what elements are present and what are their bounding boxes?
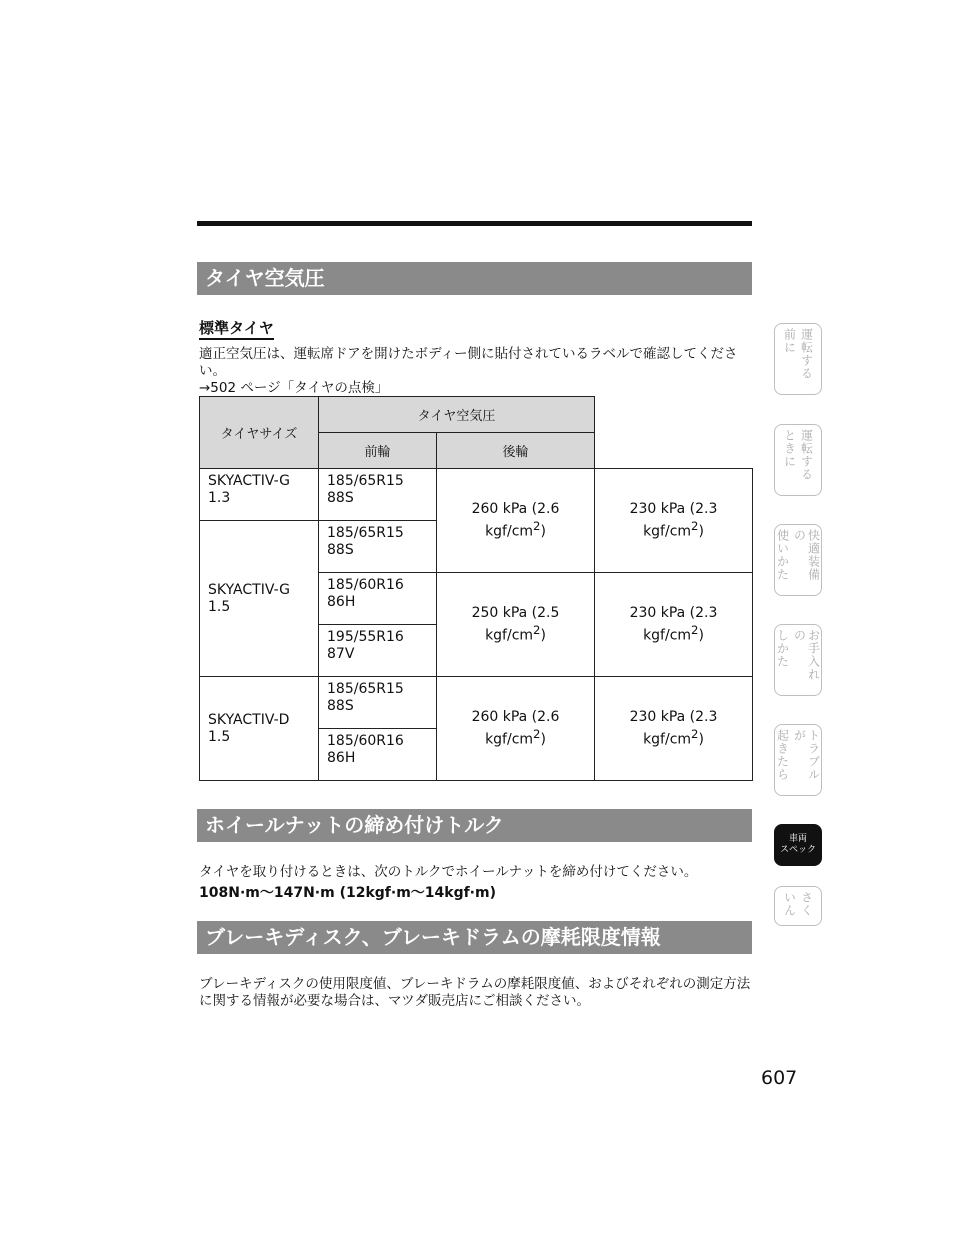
tab-label: しかた	[775, 629, 790, 668]
rear-pressure-cell: 230 kPa (2.3 kgf/$cm^2$)	[595, 469, 753, 573]
tab-label: いん	[782, 891, 797, 917]
front-pressure-cell: 260 kPa (2.6 kgf/$cm^2$)	[437, 469, 595, 573]
body-line: い。	[199, 363, 226, 379]
tire-size-cell: 185/65R15 88S	[319, 469, 437, 521]
rear-pressure-cell: 230 kPa (2.3 kgf/$cm^2$)	[595, 573, 753, 677]
tab-label: 車両	[788, 834, 807, 844]
body-line: ブレーキディスクの使用限度値、ブレーキドラムの摩耗限度値、およびそれぞれの測定方法	[199, 976, 751, 992]
tab-label: 使いかた	[775, 529, 790, 581]
tire-pressure-table	[199, 396, 753, 781]
tab-label: スペック	[779, 845, 816, 855]
standard-tire-paragraph	[199, 346, 752, 397]
tab-label: 運転する	[799, 429, 814, 481]
torque-value: 108N·m〜147N·m (12kgf·m〜14kgf·m)	[199, 885, 496, 901]
tab-label: トラブルが	[792, 729, 821, 781]
tab-label: お手入れの	[792, 629, 821, 681]
header-rear-wheel: 後輪	[437, 433, 595, 469]
tab-label: 運転する	[799, 328, 814, 380]
side-tab-specifications[interactable]	[774, 824, 822, 866]
tab-label: 起きたら	[775, 729, 790, 781]
top-rule	[197, 221, 752, 226]
tab-label: 快適装備の	[792, 529, 821, 581]
tire-size-cell: 195/55R16 87V	[319, 625, 437, 677]
header-front-wheel: 前輪	[319, 433, 437, 469]
tire-size-cell: 185/65R15 88S	[319, 521, 437, 573]
body-line: に関する情報が必要な場合は、マツダ販売店にご相談ください。	[199, 993, 590, 1009]
tire-size-cell: 185/60R16 86H	[319, 729, 437, 781]
side-tab-comfort-features[interactable]	[774, 524, 822, 596]
engine-cell: SKYACTIV-G 1.3	[200, 469, 319, 521]
tab-label: ときに	[782, 429, 797, 468]
tab-label: さく	[799, 891, 814, 917]
side-tab-while-driving[interactable]	[774, 424, 822, 496]
side-tab-index[interactable]	[774, 886, 822, 926]
tab-label: 前に	[782, 328, 797, 354]
body-line: 適正空気圧は、運転席ドアを開けたボディー側に貼付されているラベルで確認してくださ	[199, 346, 738, 362]
engine-cell: SKYACTIV-G 1.5	[200, 521, 319, 677]
table-row	[200, 677, 753, 729]
rear-pressure-cell: 230 kPa (2.3 kgf/$cm^2$)	[595, 677, 753, 781]
page-reference-link[interactable]: →502 ページ「タイヤの点検」	[199, 380, 389, 396]
tire-size-cell: 185/65R15 88S	[319, 677, 437, 729]
side-tab-before-driving[interactable]	[774, 323, 822, 395]
side-tab-maintenance[interactable]	[774, 624, 822, 696]
section-title-wheel-nut: ホイールナットの締め付けトルク	[197, 809, 752, 842]
side-tab-trouble[interactable]	[774, 724, 822, 796]
section-title-brake: ブレーキディスク、ブレーキドラムの摩耗限度情報	[197, 921, 752, 954]
table-row	[200, 469, 753, 521]
subheading-standard-tire: 標準タイヤ	[199, 318, 274, 340]
page-number: 607	[761, 1067, 798, 1089]
section-title-tire-pressure: タイヤ空気圧	[197, 262, 752, 295]
brake-paragraph	[199, 976, 752, 1010]
wheel-nut-paragraph	[199, 864, 752, 881]
front-pressure-cell: 260 kPa (2.6 kgf/$cm^2$)	[437, 677, 595, 781]
header-tire-pressure: タイヤ空気圧	[319, 397, 595, 433]
tire-size-cell: 185/60R16 86H	[319, 573, 437, 625]
header-tire-size: タイヤサイズ	[200, 397, 319, 469]
body-line: タイヤを取り付けるときは、次のトルクでホイールナットを締め付けてください。	[199, 864, 698, 880]
front-pressure-cell: 250 kPa (2.5 kgf/$cm^2$)	[437, 573, 595, 677]
engine-cell: SKYACTIV-D 1.5	[200, 677, 319, 781]
